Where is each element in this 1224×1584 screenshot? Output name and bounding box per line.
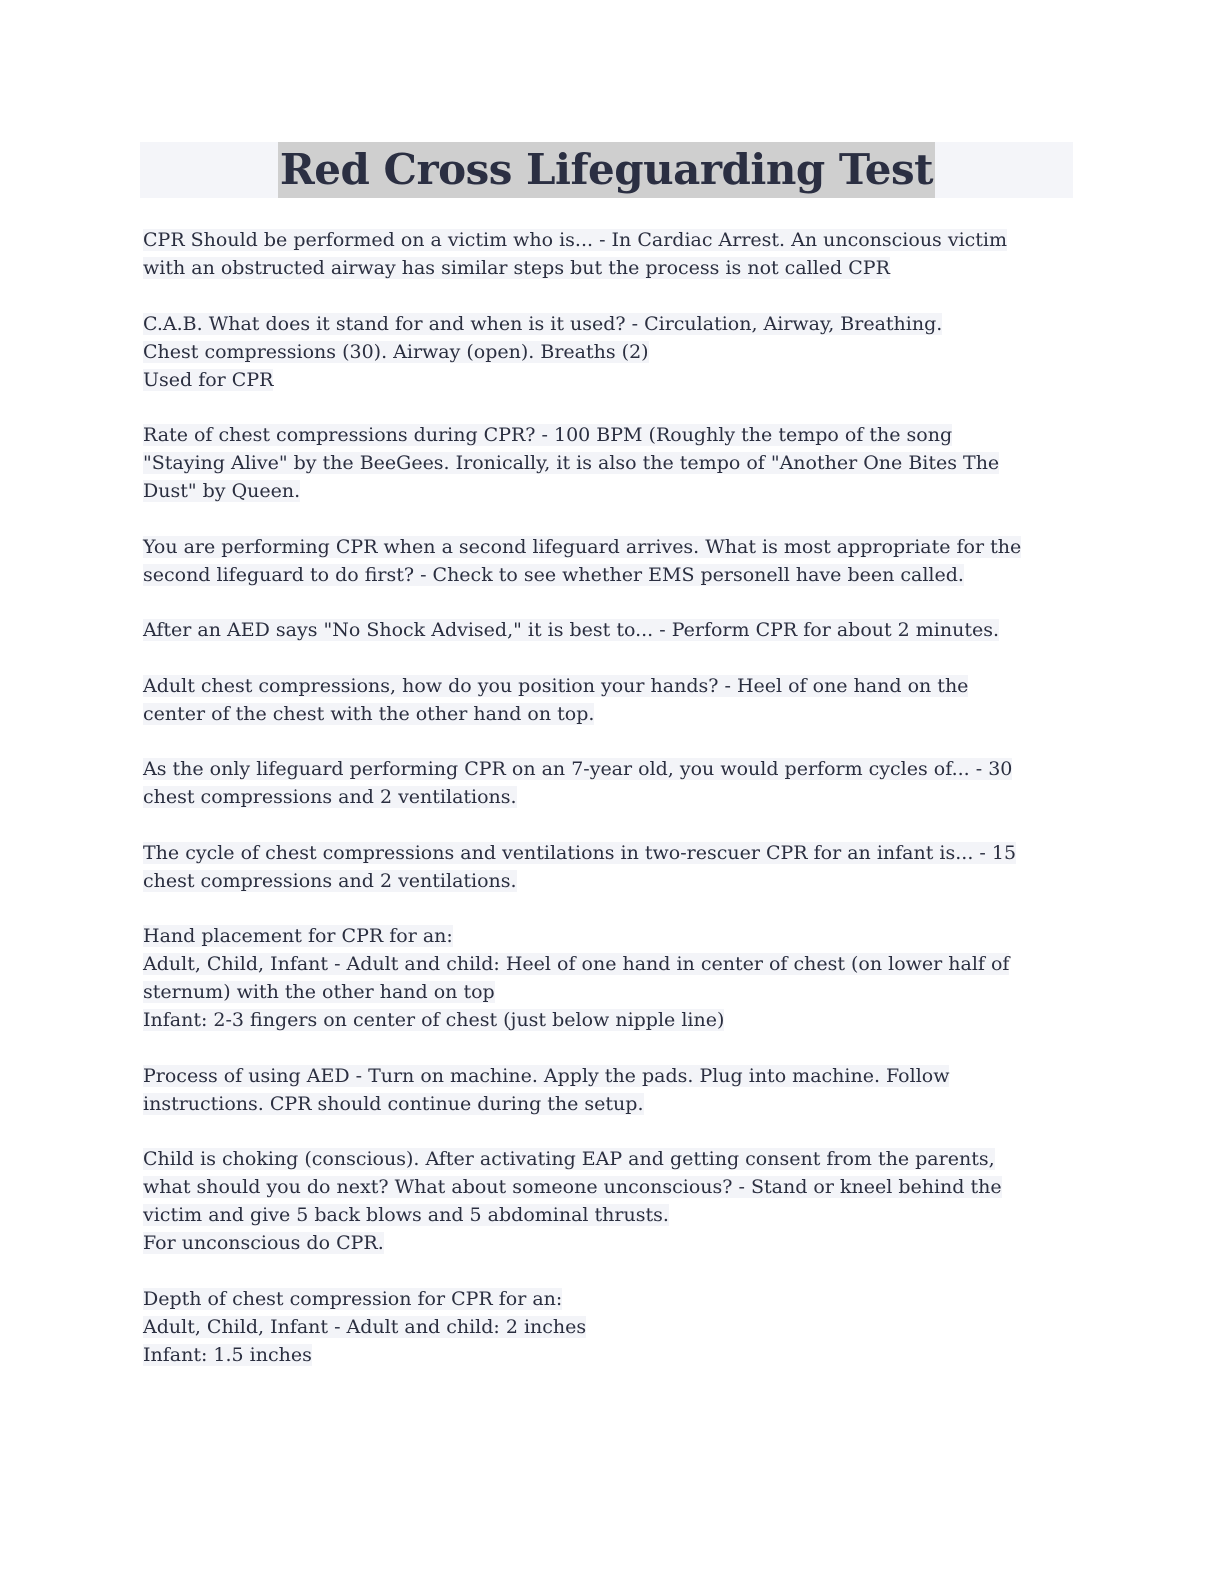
qa-line xyxy=(143,338,1078,366)
qa-line-text: For unconscious do CPR. xyxy=(143,1232,384,1254)
qa-line-text: Rate of chest compressions during CPR? - 100 BPM (Roughly the tempo of the song xyxy=(143,424,953,446)
qa-line-text: what should you do next? What about someone unconscious? - Stand or kneel behind the xyxy=(143,1176,1002,1198)
qa-line-text: Process of using AED - Turn on machine. Apply the pads. Plug into machine. Follow xyxy=(143,1064,950,1087)
qa-line xyxy=(143,1229,1078,1257)
qa-entry xyxy=(143,672,1078,728)
qa-line-text: After an AED says "No Shock Advised," it is best to... - Perform CPR for about 2 minutes. xyxy=(143,619,1000,641)
qa-entry xyxy=(143,755,1078,811)
qa-entry xyxy=(143,1285,1078,1369)
qa-line-text: with an obstructed airway has similar steps but the process is not called CPR xyxy=(143,257,890,279)
qa-line-text: Hand placement for CPR for an: xyxy=(143,925,453,947)
qa-line xyxy=(143,1201,1078,1229)
qa-entry xyxy=(143,1145,1078,1257)
qa-line xyxy=(143,310,1078,338)
qa-line xyxy=(143,783,1078,811)
qa-entry xyxy=(143,839,1078,895)
qa-line-text: Adult chest compressions, how do you position your hands? - Heel of one hand on the xyxy=(143,674,969,697)
qa-line-text: Adult, Child, Infant - Adult and child: 2 inches xyxy=(143,1315,587,1338)
qa-line xyxy=(143,867,1078,895)
qa-line xyxy=(143,1313,1078,1341)
qa-line-text: chest compressions and 2 ventilations. xyxy=(143,869,517,892)
qa-line xyxy=(143,449,1078,477)
qa-line xyxy=(143,978,1078,1006)
qa-line-text: Infant: 2-3 fingers on center of chest (just below nipple line) xyxy=(143,1009,725,1031)
qa-line-text: second lifeguard to do first? - Check to see whether EMS personell have been called. xyxy=(143,563,964,586)
qa-entry xyxy=(143,616,1078,644)
qa-line xyxy=(143,1090,1078,1118)
page-title: Red Cross Lifeguarding Test xyxy=(278,142,935,198)
qa-line xyxy=(143,366,1078,394)
qa-line-text: Chest compressions (30). Airway (open). Breaths (2) xyxy=(143,340,649,363)
qa-line-text: "Staying Alive" by the BeeGees. Ironically, it is also the tempo of "Another One Bites The xyxy=(143,452,1000,474)
qa-line xyxy=(143,1173,1078,1201)
qa-line-text: You are performing CPR when a second lifeguard arrives. What is most appropriate for the xyxy=(143,535,1022,558)
qa-line-text: center of the chest with the other hand on top. xyxy=(143,702,595,725)
qa-line-text: CPR Should be performed on a victim who is... - In Cardiac Arrest. An unconscious victim xyxy=(143,229,1008,251)
qa-line xyxy=(143,533,1078,561)
qa-entry xyxy=(143,421,1078,505)
qa-line xyxy=(143,1285,1078,1313)
qa-line xyxy=(143,477,1078,505)
qa-entry xyxy=(143,310,1078,394)
qa-line xyxy=(143,922,1078,950)
qa-line xyxy=(143,950,1078,978)
qa-line xyxy=(143,616,1078,644)
qa-list xyxy=(143,226,1078,1396)
qa-line xyxy=(143,1006,1078,1034)
qa-line xyxy=(143,561,1078,589)
qa-line-text: The cycle of chest compressions and ventilations in two-rescuer CPR for an infant is... - 15 xyxy=(143,841,1017,864)
qa-line-text: victim and give 5 back blows and 5 abdominal thrusts. xyxy=(143,1204,669,1226)
qa-line-text: sternum) with the other hand on top xyxy=(143,981,495,1003)
qa-line-text: Child is choking (conscious). After activating EAP and getting consent from the parents, xyxy=(143,1148,995,1170)
title-band xyxy=(140,142,1073,198)
qa-line xyxy=(143,421,1078,449)
qa-line xyxy=(143,1062,1078,1090)
qa-line-text: chest compressions and 2 ventilations. xyxy=(143,786,517,808)
qa-line-text: Dust" by Queen. xyxy=(143,480,301,502)
qa-line-text: C.A.B. What does it stand for and when is it used? - Circulation, Airway, Breathing. xyxy=(143,312,943,335)
qa-entry xyxy=(143,1062,1078,1118)
qa-line xyxy=(143,1341,1078,1369)
qa-line xyxy=(143,839,1078,867)
qa-line xyxy=(143,226,1078,254)
qa-line xyxy=(143,755,1078,783)
qa-line-text: Adult, Child, Infant - Adult and child: Heel of one hand in center of chest (on lower half of xyxy=(143,953,1010,975)
qa-line-text: Infant: 1.5 inches xyxy=(143,1343,312,1366)
qa-line xyxy=(143,1145,1078,1173)
qa-line-text: instructions. CPR should continue during the setup. xyxy=(143,1092,644,1115)
qa-line-text: Used for CPR xyxy=(143,368,274,391)
qa-line xyxy=(143,700,1078,728)
qa-line xyxy=(143,254,1078,282)
qa-entry xyxy=(143,533,1078,589)
qa-line xyxy=(143,672,1078,700)
qa-line-text: As the only lifeguard performing CPR on an 7-year old, you would perform cycles of... - 30 xyxy=(143,758,1013,780)
qa-line-text: Depth of chest compression for CPR for an: xyxy=(143,1287,563,1310)
qa-entry xyxy=(143,922,1078,1034)
qa-entry xyxy=(143,226,1078,282)
